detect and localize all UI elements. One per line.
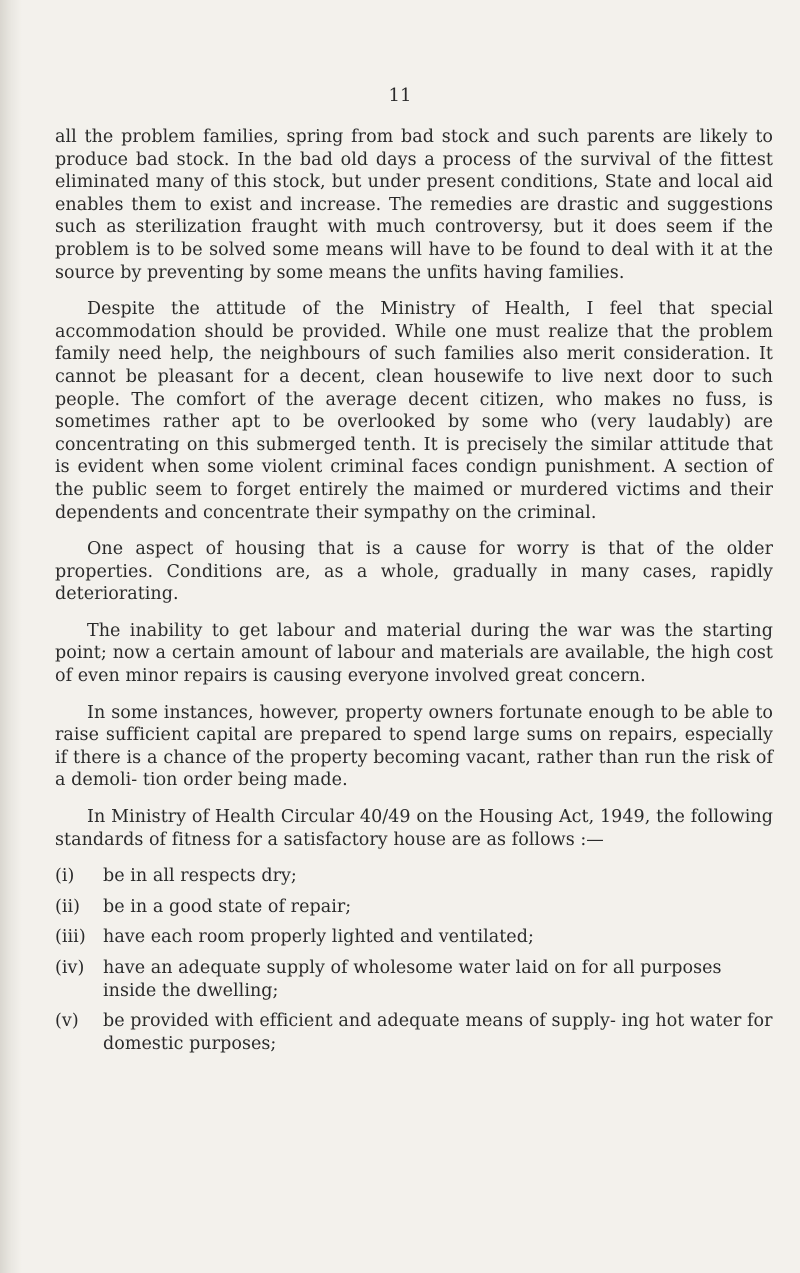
list-item-number: (iv) — [55, 958, 85, 978]
list-item-text: have each room properly lighted and ventilated; — [103, 927, 534, 948]
list-item-text: be in all respects dry; — [103, 866, 297, 887]
list-item-number: (ii) — [55, 896, 81, 917]
document-body — [55, 126, 773, 1063]
paragraph-labour-material: The inability to get labour and material during the war was the starting point; now a certain amount of labour and materials are available, the high cost of even minor repairs is causing everyone involved great concern. — [55, 620, 773, 687]
paragraph-property-owners: In some instances, however, property owners fortunate enough to be able to raise sufficient capital are prepared to spend large sums on repairs, especially if there is a chance of the property becoming vacant, rather than run the risk of a demoli- tion order being made. — [55, 702, 773, 791]
list-item-text: be in a good state of repair; — [103, 896, 352, 917]
list-item — [55, 865, 773, 888]
list-item — [55, 957, 773, 1002]
page-binding-shadow — [0, 0, 22, 1273]
paragraph-older-properties: One aspect of housing that is a cause for worry is that of the older properties. Conditions are, as a whole, gradually in many cases, rapidly deteriorating. — [55, 539, 773, 605]
list-item — [55, 926, 773, 949]
fitness-standards-list — [55, 865, 773, 1055]
list-item — [55, 1010, 773, 1055]
list-item-number: (v) — [55, 1011, 79, 1032]
page-number: 11 — [388, 85, 412, 106]
paragraph-special-accommodation: Despite the attitude of the Ministry of Health, I feel that special accommodation should be provided. While one must realize that the problem family need help, the neighbours of such families also merit consideration. It cannot be pleasant for a decent, clean housewife to live next door to such people. The comfort of the average decent citizen, who makes no fuss, is sometimes rather apt to be overlooked by some who (very laudably) are concentrating on this submerged tenth. It is precisely the similar attitude that is evident when some violent criminal faces condign punishment. A section of the public seem to forget entirely the maimed or murdered victims and their dependents and concentrate their sympathy on the criminal. — [55, 299, 773, 523]
list-item — [55, 896, 773, 919]
list-item-text: have an adequate supply of wholesome water laid on for all purposes inside the dwelling; — [103, 958, 722, 1001]
list-item-number: (i) — [55, 866, 75, 887]
paragraph-ministry-circular: In Ministry of Health Circular 40/49 on the Housing Act, 1949, the following standards of fitness for a satisfactory house are as follows :— — [55, 807, 773, 850]
list-item-number: (iii) — [55, 927, 86, 948]
paragraph-problem-families: all the problem families, spring from bad stock and such parents are likely to produce bad stock. In the bad old days a process of the survival of the fittest eliminated many of this stock, but under present conditions, State and local aid enables them to exist and increase. The remedies are drastic and suggestions such as sterilization fraught with much controversy, but it does seem if the problem is to be solved some means will have to be found to deal with it at the source by preventing by some means the unfits having families. — [55, 127, 773, 283]
list-item-text: be provided with efficient and adequate means of supply- ing hot water for domestic purposes; — [103, 1011, 773, 1054]
